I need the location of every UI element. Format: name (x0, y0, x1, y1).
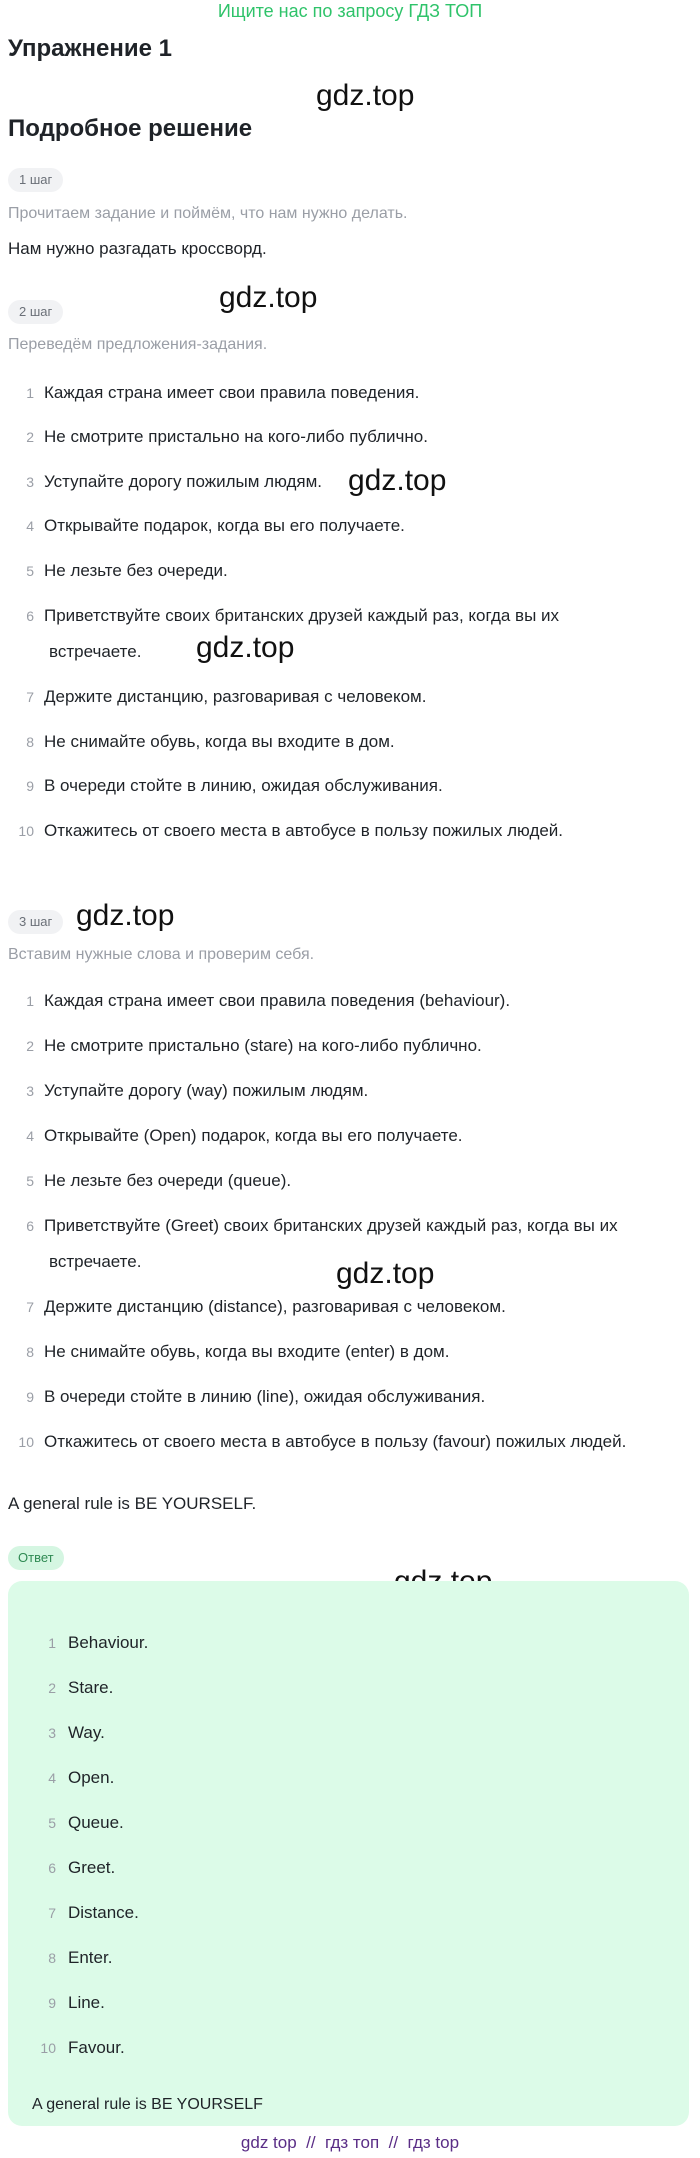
watermark: gdz.top (336, 1257, 435, 1290)
item-text (44, 1118, 684, 1154)
item-number: 10 (18, 823, 34, 839)
answer-number: 5 (48, 1815, 56, 1831)
answer-number: 8 (48, 1950, 56, 1966)
item-text-line: Держите дистанцию, разговаривая с человеком. (44, 687, 427, 706)
watermark: gdz.top (316, 79, 415, 112)
item-number: 7 (26, 1299, 34, 1315)
item-number: 7 (26, 689, 34, 705)
item-text (44, 1289, 684, 1325)
item-text (44, 1334, 684, 1370)
item-text-line: Не снимайте обувь, когда вы входите в дом. (44, 732, 395, 751)
step-instruction: Вставим нужные слова и проверим себя. (8, 946, 315, 963)
footer-link-gdz-top-ru[interactable]: гдз топ (325, 2133, 380, 2152)
item-text-line: Уступайте дорогу пожилым людям. (44, 472, 322, 491)
answer-text: Enter. (68, 1948, 113, 1967)
answer-text: Way. (68, 1723, 105, 1742)
item-text-line: Каждая страна имеет свои правила поведения. (44, 383, 420, 402)
item-text-line: Каждая страна имеет свои правила поведения (behaviour). (44, 991, 511, 1010)
step-text: Нам нужно разгадать кроссворд. (8, 239, 267, 258)
answer-text: Distance. (68, 1903, 139, 1922)
item-text (44, 724, 684, 760)
item-text (44, 598, 684, 670)
answer-text: Behaviour. (68, 1633, 149, 1652)
item-text-continuation: встречаете. (49, 1252, 142, 1271)
item-number: 3 (26, 1083, 34, 1099)
item-text (44, 1028, 684, 1064)
item-text-line: В очереди стойте в линию (line), ожидая обслуживания. (44, 1387, 486, 1406)
item-text (44, 1163, 684, 1199)
item-text (44, 375, 684, 411)
step-badge: 1 шаг (8, 168, 63, 192)
watermark: gdz.top (219, 281, 318, 314)
item-text-line: Откажитесь от своего места в автобусе в пользу пожилых людей. (44, 821, 564, 840)
answer-number: 2 (48, 1680, 56, 1696)
item-text (44, 1379, 684, 1415)
item-text-line: Открывайте (Open) подарок, когда вы его получаете. (44, 1126, 463, 1145)
item-text (44, 813, 684, 849)
item-number: 9 (26, 1389, 34, 1405)
answer-number: 9 (48, 1995, 56, 2011)
watermark: gdz.top (76, 899, 175, 932)
watermark: gdz.top (348, 464, 447, 497)
item-text (44, 679, 684, 715)
item-number: 2 (26, 1038, 34, 1054)
answer-text: Stare. (68, 1678, 114, 1697)
answer-text: Favour. (68, 2038, 125, 2057)
item-number: 8 (26, 734, 34, 750)
item-number: 6 (26, 1218, 34, 1234)
item-text-line: Приветствуйте (Greet) своих британских друзей каждый раз, когда вы их (44, 1216, 618, 1235)
footer-separator: // (306, 2133, 316, 2152)
answer-box (8, 1581, 689, 2126)
step-badge: 3 шаг (8, 910, 63, 934)
item-text (44, 1073, 684, 1109)
answer-text: Open. (68, 1768, 115, 1787)
item-number: 4 (26, 1128, 34, 1144)
item-text (44, 983, 684, 1019)
section-title: Подробное решение (8, 115, 253, 142)
item-text-line: Не смотрите пристально (stare) на кого-либо публично. (44, 1036, 482, 1055)
item-text-line: Не смотрите пристально на кого-либо публично. (44, 427, 428, 446)
search-banner: Ищите нас по запросу ГДЗ ТОП (217, 1, 483, 21)
general-rule: A general rule is BE YOURSELF. (8, 1494, 257, 1513)
item-text-line: Уступайте дорогу (way) пожилым людям. (44, 1081, 369, 1100)
item-text (44, 553, 684, 589)
step-instruction: Переведём предложения-задания. (8, 336, 268, 353)
item-text-line: Открывайте подарок, когда вы его получаете. (44, 516, 405, 535)
answer-badge: Ответ (8, 1546, 64, 1570)
answer-text: Queue. (68, 1813, 124, 1832)
item-number: 4 (26, 518, 34, 534)
footer-link-gdz-top[interactable]: gdz top (240, 2133, 297, 2152)
footer-separator: // (388, 2133, 399, 2152)
item-text-continuation: встречаете. (49, 642, 142, 661)
item-text-line: Не лезьте без очереди (queue). (44, 1171, 292, 1190)
item-number: 2 (26, 429, 34, 445)
step-badge: 2 шаг (8, 300, 63, 324)
item-text-line: Держите дистанцию (distance), разговаривая с человеком. (44, 1297, 506, 1316)
item-text (44, 508, 684, 544)
answer-number: 1 (48, 1635, 56, 1651)
item-text-line: Приветствуйте своих британских друзей каждый раз, когда вы их (44, 606, 560, 625)
item-text (44, 1208, 684, 1280)
item-number: 1 (26, 993, 34, 1009)
item-number: 10 (18, 1434, 34, 1450)
footer-link-gdz-top-mixed[interactable]: гдз top (407, 2133, 460, 2152)
item-text-line: В очереди стойте в линию, ожидая обслуживания. (44, 776, 443, 795)
item-text (44, 464, 684, 500)
answer-number: 4 (48, 1770, 56, 1786)
item-text-line: Не снимайте обувь, когда вы входите (enter) в дом. (44, 1342, 450, 1361)
item-text (44, 1424, 684, 1460)
item-text-line: Откажитесь от своего места в автобусе в пользу (favour) пожилых людей. (44, 1432, 627, 1451)
answer-number: 3 (48, 1725, 56, 1741)
step-instruction: Прочитаем задание и поймём, что нам нужно делать. (8, 205, 408, 222)
item-number: 8 (26, 1344, 34, 1360)
item-text (44, 419, 684, 455)
footer-links (0, 2132, 700, 2154)
page-title: Упражнение 1 (8, 35, 172, 62)
answer-number: 7 (48, 1905, 56, 1921)
item-text (44, 768, 684, 804)
answer-number: 6 (48, 1860, 56, 1876)
item-number: 9 (26, 778, 34, 794)
item-number: 6 (26, 608, 34, 624)
answer-text: Line. (68, 1993, 105, 2012)
answer-rule: A general rule is BE YOURSELF (32, 2096, 263, 2113)
answer-text: Greet. (68, 1858, 116, 1877)
item-number: 5 (26, 563, 34, 579)
item-number: 5 (26, 1173, 34, 1189)
item-text-line: Не лезьте без очереди. (44, 561, 228, 580)
answer-number: 10 (40, 2040, 56, 2056)
item-number: 3 (26, 474, 34, 490)
item-number: 1 (26, 385, 34, 401)
watermark: gdz.top (196, 631, 295, 664)
